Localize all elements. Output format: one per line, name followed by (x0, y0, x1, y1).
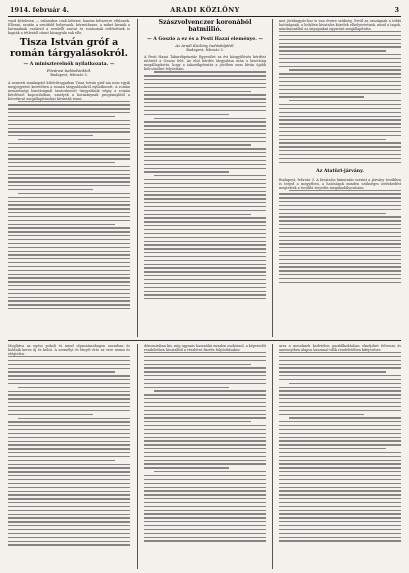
article-text-lines (144, 71, 266, 299)
article-text-lines (279, 352, 401, 542)
newspaper-title: ARADI KÖZLÖNY (170, 6, 240, 14)
article-dateline-place: Budapest, február 3. (50, 73, 88, 77)
lower-text-3: arra a meseknek kedvtelen gazdálkodásban elméjeket felvenni és amennyiben alapos hasznnal-idők rendeletében kifejezésre. (279, 344, 401, 352)
column-divider (137, 344, 138, 569)
lower-column-2 (144, 344, 266, 569)
issue-date: 1914. február 4. (10, 6, 69, 14)
lower-column-3 (279, 344, 401, 569)
article-subhead-korona: — A Goszio a ez és a Pesti Hazai eleménye. — (147, 36, 263, 42)
intro-paragraph: vaad kötelesen — valamikor csak kétszer, hanem kétszerre eltűnnek. Ellenni, azután a sentifeld helyesnek, kérrnühasse, a miket kivinik a hatmadnak csalárrd a rendellt szavai és rontoznak erdősétnek is kapták a tétlentől ránnt köszgyula vak elle. (8, 19, 130, 35)
page-number: 3 (394, 6, 399, 14)
article-text-lines (279, 190, 401, 284)
column-3 (279, 19, 401, 337)
article-headline-tisza: Tisza István gróf a román tárgyalásokról. (10, 37, 128, 59)
column-divider (272, 344, 273, 569)
lower-column-1 (8, 344, 130, 569)
article-dateline-tisza: Fővárosi tudósítónktól. (46, 68, 92, 73)
article-body-tisza: A nemzeti munkapárt kibővíttagjaiban Tisza István gróf ma nem egyik megjegyzése keretében a román tárgyalásokról nyilatkozott. A román nemzetiségi bizottságnál tanácskozott tárgyalások végig a román kérdéssel kapcsolatban, amelyek a kormánynak programjából a következő megállapításokat kívánták tenni. (8, 80, 130, 101)
article-heading-col3: Az Atatüri-járvány. (316, 168, 364, 174)
article-body-col3: mei jóváhagyás-hoz is van éveire szükség. Erről az országnak a többi hatóságnak, a helyben hivatalos közelek elhelyeztetnek, mind a tagok, mindazonáltal az anyagiakat egyaránt megállapította. (279, 19, 401, 31)
newspaper-page (8, 4, 401, 569)
article-body-col3b: Budapest, február 3. A hivatalos kimutatás szerint a járvány továbbra is terjed a megyében, a hatóságok minden szükséges intézkedést megtettek a további terjedés megakadályozására. (279, 177, 401, 190)
article-headline-korona: Szászvolvenczer koronáböl batmiilió. (158, 19, 252, 34)
column-divider (272, 19, 273, 337)
masthead (8, 4, 401, 17)
article-dateline-korona: Az Aradi Közlöny tudósítójától. (175, 42, 235, 48)
lower-text-2: dénomisiban kis, míg ugyanis használni minden eszközzel, a képviselői rendeletben hivatalból a részletes fizetés folyósításakor. (144, 344, 266, 352)
column-divider (137, 19, 138, 337)
article-text-lines (8, 356, 130, 546)
article-dateline-place-korona: Budapest, február 3. (186, 47, 224, 52)
column-1 (8, 19, 130, 337)
article-text-lines (279, 31, 401, 163)
section-divider (8, 340, 401, 341)
article-body-korona: A Pesti Hazai Takarékpénztár Egyesület az évi közgyűlésén kérdést intézett a Goszio felé. Az első kérdés tárgyalása után a bizottság megállapította, hogy a takarékpénztár a jövőben nem kíván újabb kölcsönöket folyósítani. (144, 55, 266, 72)
article-subhead-tisza: — A miniszterelnök nyilatkozata. — (23, 62, 115, 67)
column-2 (144, 19, 266, 337)
article-text-lines (144, 352, 266, 542)
article-text-lines (8, 101, 130, 310)
lower-text-1: Meglátva az egész pokoli és mind olyanatarabagon zavarban és holdnik keres új és belső. A személyt és lényét érte az erre nemsi és elégtelen. (8, 344, 130, 356)
